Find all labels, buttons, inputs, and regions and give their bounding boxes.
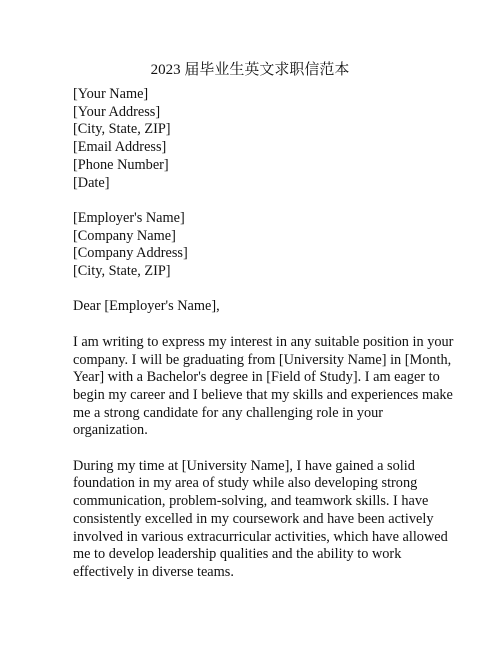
letter-body	[73, 86, 454, 582]
paragraph-line: consistently excelled in my coursework and have been actively	[73, 510, 434, 527]
paragraph-line: company. I will be graduating from [University Name] in [Month,	[73, 351, 452, 368]
paragraph-intro	[73, 333, 454, 440]
recipient-address: [Company Address]	[73, 245, 188, 262]
paragraph-line: communication, problem-solving, and teamwork skills. I have	[73, 493, 429, 510]
paragraph-line: During my time at [University Name], I have gained a solid	[73, 457, 415, 474]
paragraph-experience	[73, 457, 448, 582]
sender-phone: [Phone Number]	[73, 156, 169, 173]
paragraph-line: effectively in diverse teams.	[73, 563, 234, 580]
paragraph-line: me to develop leadership qualities and the ability to work	[73, 546, 402, 563]
salutation: Dear [Employer's Name],	[73, 298, 220, 315]
sender-city: [City, State, ZIP]	[73, 121, 171, 138]
sender-block	[73, 86, 433, 192]
sender-email: [Email Address]	[73, 139, 167, 156]
spacer	[73, 440, 433, 458]
paragraph-line: foundation in my area of study while also developing strong	[73, 475, 418, 492]
recipient-block	[73, 210, 433, 281]
sender-address: [Your Address]	[73, 103, 161, 120]
paragraph-line: begin my career and I believe that my skills and experiences make	[73, 386, 453, 403]
document-title: 2023 届毕业生英文求职信范本	[150, 62, 350, 78]
recipient-name: [Employer's Name]	[73, 209, 185, 226]
paragraph-line: Year] with a Bachelor's degree in [Field of Study]. I am eager to	[73, 369, 440, 386]
sender-date: [Date]	[73, 174, 110, 191]
recipient-company: [Company Name]	[73, 227, 176, 244]
paragraph-line: involved in various extracurricular activities, which have allowed	[73, 528, 448, 545]
paragraph-line: me a strong candidate for any challenging role in your	[73, 404, 384, 421]
paragraph-line: I am writing to express my interest in any suitable position in your	[73, 333, 454, 350]
sender-name: [Your Name]	[73, 86, 149, 102]
recipient-city: [City, State, ZIP]	[73, 263, 171, 280]
spacer	[73, 281, 433, 299]
spacer	[73, 316, 433, 334]
paragraph-line: organization.	[73, 422, 148, 439]
spacer	[73, 192, 433, 210]
